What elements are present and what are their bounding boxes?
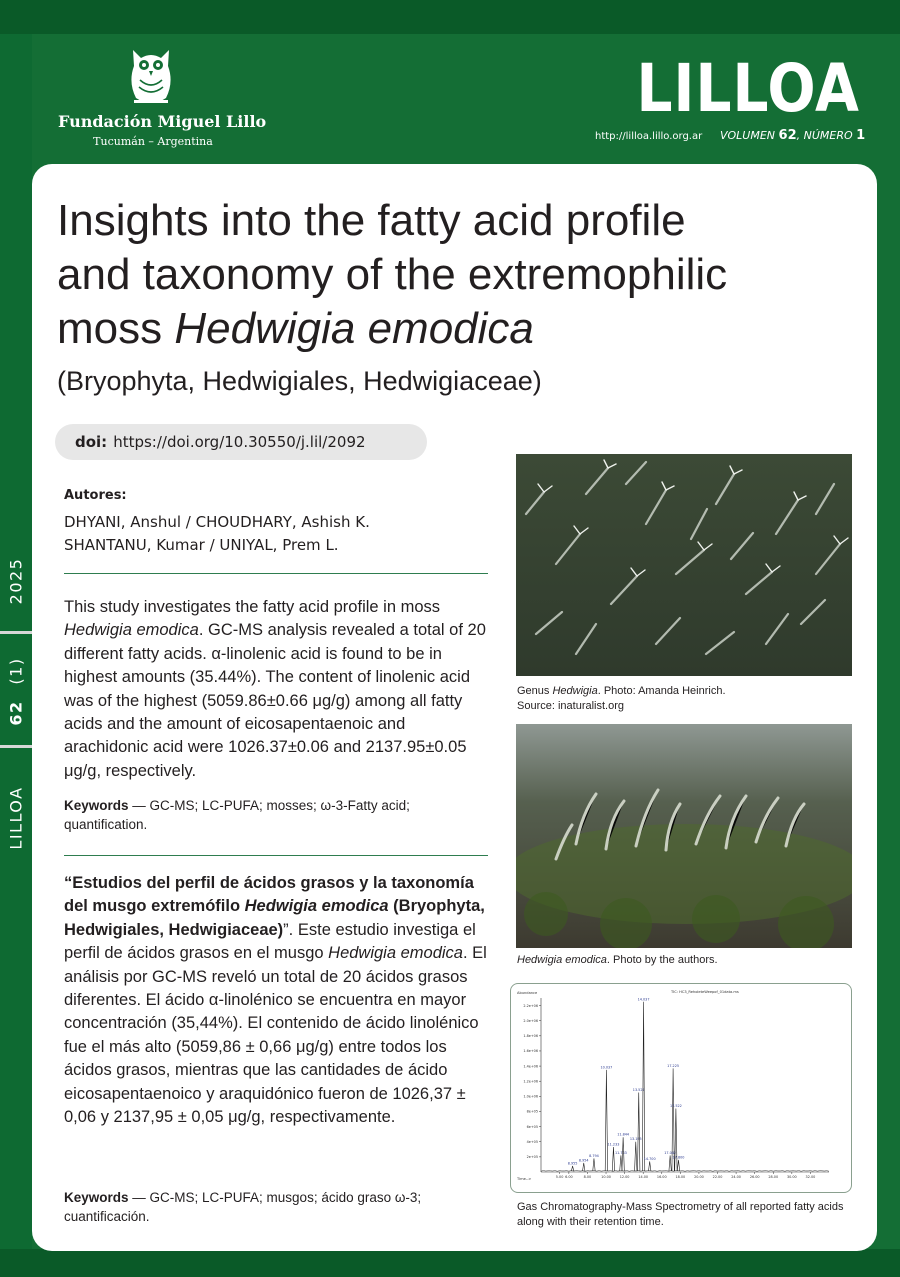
x-tick-label: 6.00 [565, 1175, 573, 1179]
side-journal: LILLOA [6, 786, 26, 850]
y-tick-label: 1.6e+06 [523, 1049, 538, 1054]
peak-label: 13.521 [632, 1088, 645, 1093]
chromatogram-frame [510, 983, 852, 1193]
peak-label: 14.700 [643, 1156, 656, 1161]
peak [677, 1160, 679, 1171]
keywords-spanish: Keywords — GC-MS; LC-PUFA; musgos; ácido graso ω-3; cuantificación. [64, 1190, 422, 1224]
journal-url[interactable]: http://lilloa.lillo.org.ar [595, 131, 703, 142]
peak [638, 1093, 640, 1171]
peak [593, 1158, 595, 1171]
caption-photo-2: Hedwigia emodica. Photo by the authors. [517, 954, 718, 966]
chart-title: TIC: HC3_ReholeteWeepof_01data.ms [671, 990, 739, 994]
caption-chromatogram: Gas Chromatography-Mass Spectrometry of all reported fatty acids along with their retention time. [517, 1201, 844, 1228]
authors-heading: Autores: [64, 488, 127, 503]
article-title: Insights into the fatty acid profile and taxonomy of the extremophilic moss Hedwigia emodica [57, 196, 728, 353]
y-tick-label: 1.4e+06 [523, 1064, 538, 1069]
peak-label: 17.225 [667, 1063, 680, 1068]
caption-photo-1: Genus Hedwigia. Photo: Amanda Heinrich. Source: inaturalist.org [517, 685, 726, 712]
side-tab [0, 535, 32, 865]
peak-label: 17.042 [664, 1150, 677, 1155]
side-volume: 62 [6, 700, 26, 726]
moss-photo-genus [516, 454, 852, 676]
x-tick-label: 18.00 [675, 1175, 686, 1179]
peak-label: 8.794 [589, 1153, 599, 1158]
x-tick-label: 10.00 [601, 1175, 611, 1179]
y-tick-label: 8e+05 [526, 1109, 538, 1114]
chromatogram-chart [511, 984, 850, 1191]
x-tick-label: 22.00 [712, 1175, 723, 1179]
x-tick-label: 24.00 [731, 1175, 741, 1179]
peak [648, 1161, 650, 1171]
x-tick-label: 16.00 [656, 1175, 667, 1179]
x-tick-label: 14.00 [638, 1175, 649, 1179]
x-tick-label: 20.00 [694, 1175, 704, 1179]
peak-label: 17.800 [672, 1155, 685, 1160]
peak-label: 11.733 [614, 1150, 627, 1155]
authors-list: DHYANI, Anshul / CHOUDHARY, Ashish K. SHANTANU, Kumar / UNIYAL, Prem L. [64, 513, 370, 554]
peak [635, 1142, 637, 1171]
peak-label: 17.522 [669, 1103, 682, 1108]
article-subtitle: (Bryophyta, Hedwigiales, Hedwigiaceae) [57, 366, 542, 396]
x-axis-label: Time--> [517, 1177, 532, 1181]
abstract-english: This study investigates the fatty acid profile in moss Hedwigia emodica. GC-MS analysis revealed a total of 20 different fatty acids. α-linolenic acid is found to be in highest amounts (35.44%). The content of linolenic acid was of the highest (5059.86±0.66 μg/g) among all fatty acids and the amount of eicosapentaenoic and arachidonic acid were 1026.37±0.06 and 2137.95±0.05 μg/g, respectively. [64, 598, 486, 780]
foundation-place: Tucumán – Argentina [93, 135, 213, 148]
doi-link[interactable]: https://doi.org/10.30550/j.lil/2092 [113, 433, 366, 451]
peak-label: 10.037 [600, 1065, 613, 1070]
journal-logo: LILLOA [636, 50, 860, 127]
y-tick-label: 2.0e+06 [523, 1018, 538, 1023]
side-divider [0, 631, 32, 634]
peak [669, 1155, 671, 1171]
divider [64, 855, 488, 856]
peak [583, 1163, 585, 1171]
x-tick-label: 8.00 [583, 1175, 592, 1179]
x-tick-label: 12.00 [619, 1175, 630, 1179]
x-tick-label: 28.00 [768, 1175, 779, 1179]
volume-issue: VOLUMEN 62, NÚMERO 1 [720, 128, 866, 143]
side-divider [0, 745, 32, 748]
x-tick-label: 30.00 [786, 1175, 797, 1179]
owl-logo-icon [128, 44, 174, 106]
peak-label: 13.195 [629, 1137, 642, 1142]
peak [605, 1070, 607, 1171]
peak [675, 1108, 677, 1171]
bottom-band [0, 1249, 900, 1277]
y-tick-label: 1.2e+06 [523, 1079, 538, 1084]
y-tick-label: 4e+05 [526, 1139, 538, 1144]
peak-label: 8.955 [567, 1161, 578, 1166]
y-tick-label: 6e+05 [526, 1124, 538, 1129]
moss-photo-hedwigia-emodica [516, 724, 852, 948]
peak-label: 11.233 [607, 1142, 620, 1147]
y-tick-label: 2.2e+06 [523, 1003, 538, 1008]
peak [571, 1166, 573, 1171]
foundation-name: Fundación Miguel Lillo [58, 112, 267, 131]
y-axis-label: Abundance [517, 991, 538, 995]
x-tick-label: 26.00 [749, 1175, 760, 1179]
doi-pill[interactable]: doi: https://doi.org/10.30550/j.lil/2092 [55, 424, 427, 460]
x-tick-label: 5.00 [555, 1175, 564, 1179]
y-tick-label: 2e+05 [526, 1155, 538, 1160]
top-band [0, 0, 900, 34]
y-tick-label: 1.8e+06 [523, 1034, 538, 1039]
side-year: 2025 [6, 557, 26, 605]
peak-label: 8.954 [578, 1158, 589, 1163]
x-tick-label: 32.00 [805, 1175, 816, 1179]
peak-label: 11.844 [617, 1132, 630, 1137]
peak [642, 1002, 644, 1171]
y-tick-label: 1.0e+06 [523, 1094, 538, 1099]
abstract-spanish: “Estudios del perfil de ácidos grasos y la taxonomía del musgo extremófilo Hedwigia emodica (Bryophyta, Hedwigiales, Hedwigiaceae)”. Este estudio investiga el perfil de ácidos grasos en el musgo Hedwigia emodica. El análisis por GC-MS reveló un total de 20 ácidos grasos diferentes. El ácido α-linolénico se encuentra en mayor concentración (35,44%). El contenido de ácido linolénico fue el más alto (5059,86 ± 0,66 μg/g) entre todos los ácidos grasos, mientras que las cantidades de ácido eicosapentaenoico y araquidónico fueron de 1026,37 ± 0,06 y 2137,95 ± 0,05 μg/g, respectivamente. [64, 874, 487, 1127]
divider [64, 573, 488, 574]
peak-label: 14.037 [637, 997, 650, 1002]
side-issue: (1) [6, 657, 26, 685]
keywords-english: Keywords — GC-MS; LC-PUFA; mosses; ω-3-Fatty acid; quantification. [64, 798, 410, 832]
baseline-trace [541, 1171, 829, 1172]
